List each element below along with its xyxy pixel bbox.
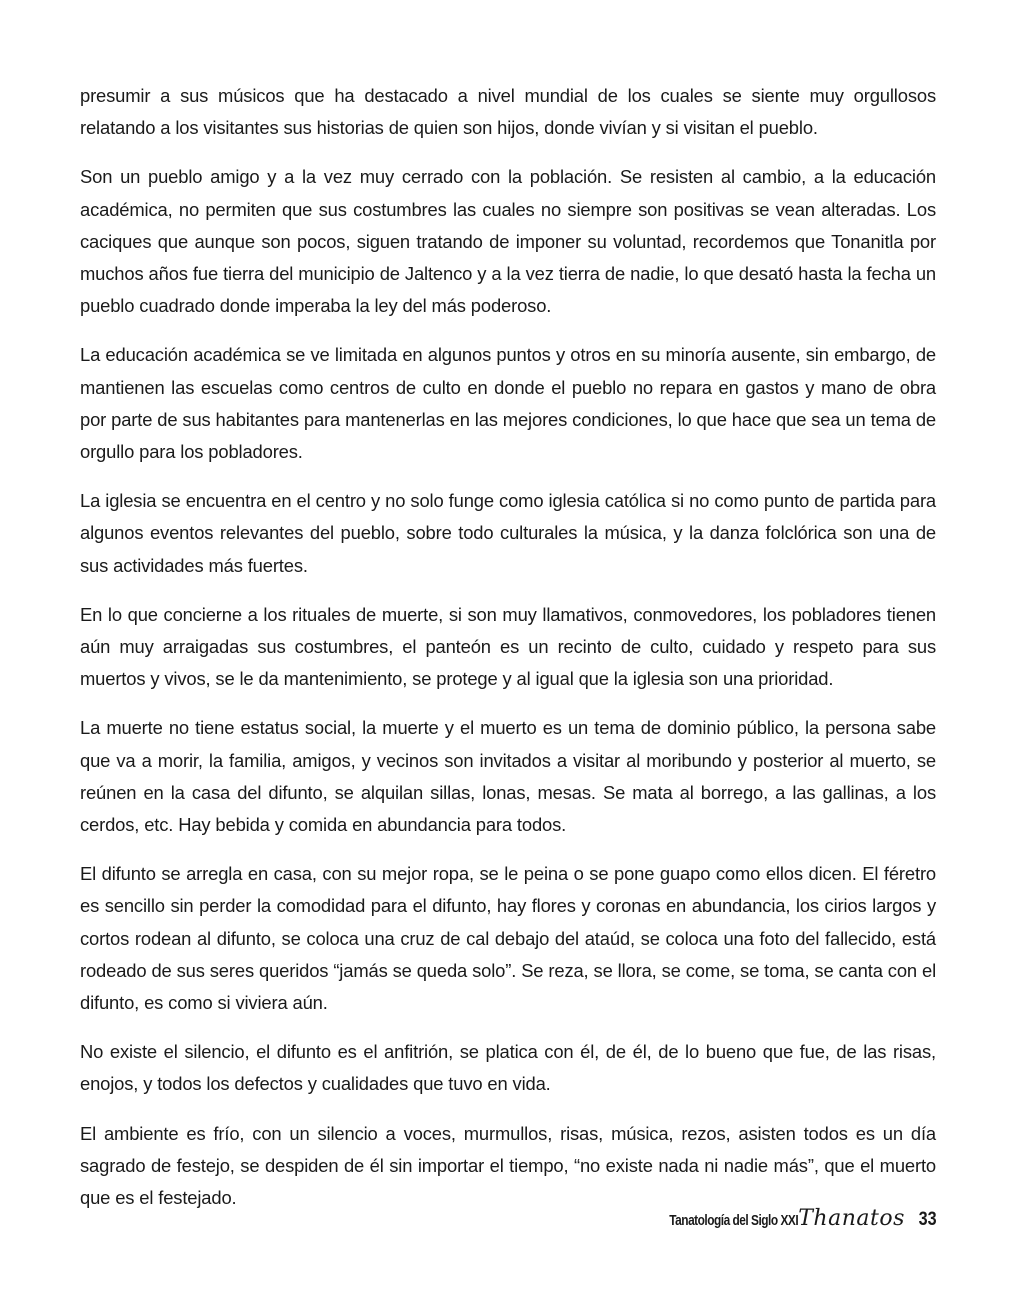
paragraph-6: La muerte no tiene estatus social, la muerte y el muerto es un tema de dominio público, la persona sabe que va a morir, la familia, amigos, y vecinos son invitados a visitar al moribundo y posterior al muerto, se reúnen en la casa del difunto, se alquilan sillas, lonas, mesas. Se mata al borrego, a las gallinas, a los cerdos, etc. Hay bebida y comida en abundancia para todos.: [80, 717, 936, 836]
document-body: [80, 80, 936, 1231]
paragraph-2: Son un pueblo amigo y a la vez muy cerrado con la población. Se resisten al cambio, a la educación académica, no permiten que sus costumbres las cuales no siempre son positivas se vean alteradas. Los caciques que aunque son pocos, siguen tratando de imponer su voluntad, recordemos que Tonanitla por muchos años fue tierra del municipio de Jaltenco y a la vez tierra de nadie, lo que desató hasta la fecha un pueblo cuadrado donde imperaba la ley del más poderoso.: [80, 166, 936, 317]
page-number: 33: [918, 1209, 937, 1230]
paragraph-8: No existe el silencio, el difunto es el anfitrión, se platica con él, de él, de lo bueno que fue, de las risas, enojos, y todos los defectos y cualidades que tuvo en vida.: [80, 1041, 936, 1095]
paragraph-4: La iglesia se encuentra en el centro y no solo funge como iglesia católica si no como punto de partida para algunos eventos relevantes del pueblo, sobre todo culturales la música, y la danza folclórica son una de sus actividades más fuertes.: [80, 490, 936, 576]
paragraph-3: La educación académica se ve limitada en algunos puntos y otros en su minoría ausente, sin embargo, de mantienen las escuelas como centros de culto en donde el pueblo no repara en gastos y mano de obra por parte de sus habitantes para mantenerlas en las mejores condiciones, lo que hace que sea un tema de orgullo para los pobladores.: [80, 344, 936, 463]
paragraph-9: El ambiente es frío, con un silencio a voces, murmullos, risas, música, rezos, asisten todos es un día sagrado de festejo, se despiden de él sin importar el tiempo, “no existe nada ni nadie más”, que el muerto que es el festejado.: [80, 1122, 936, 1209]
paragraph-7: El difunto se arregla en casa, con su mejor ropa, se le peina o se pone guapo como ellos dicen. El féretro es sencillo sin perder la comodidad para el difunto, hay flores y coronas en abundancia, los cirios largos y cortos rodean al difunto, se coloca una cruz de cal debajo del ataúd, se coloca una foto del fallecido, está rodeado de sus seres queridos “jamás se queda solo”. Se reza, se llora, se come, se toma, se canta con el difunto, es como si viviera aún.: [80, 863, 936, 1014]
page-footer: [641, 1206, 938, 1231]
journal-title: Tanatología del Siglo XXI: [669, 1213, 799, 1229]
journal-brand-logo: Thanatos: [798, 1206, 905, 1231]
paragraph-1: presumir a sus músicos que ha destacado a nivel mundial de los cuales se siente muy orgullosos relatando a los visitantes sus historias de quien son hijos, donde vivían y si visitan el pueblo.: [80, 85, 936, 139]
paragraph-5: En lo que concierne a los rituales de muerte, si son muy llamativos, conmovedores, los pobladores tienen aún muy arraigadas sus costumbres, el panteón es un recinto de culto, cuidado y respeto para sus muertos y vivos, se le da mantenimiento, se protege y al igual que la iglesia son una prioridad.: [80, 603, 936, 690]
